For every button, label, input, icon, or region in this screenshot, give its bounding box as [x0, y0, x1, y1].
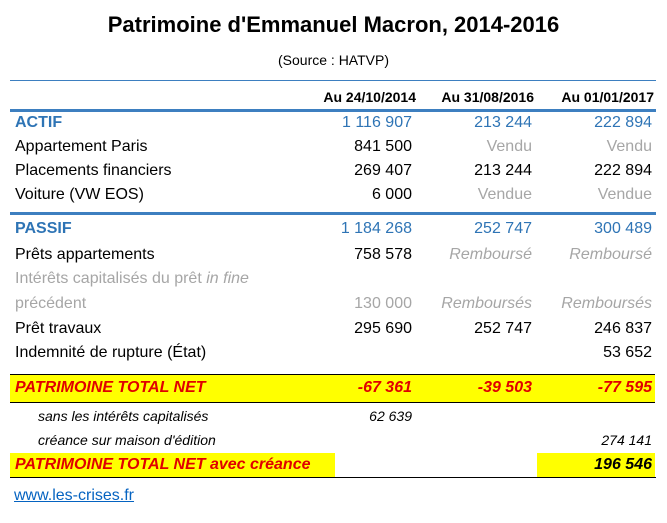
passif-rule	[10, 212, 656, 215]
cell-2014: 758 578	[354, 246, 412, 263]
row-label-line2: précédent	[15, 295, 87, 312]
label-emphasis: in fine	[206, 270, 249, 287]
passif-2016: 252 747	[474, 220, 532, 237]
passif-label: PASSIF	[15, 220, 72, 237]
table-row	[0, 317, 667, 341]
passif-2017: 300 489	[594, 220, 652, 237]
header-2017: Au 01/01/2017	[561, 89, 654, 105]
actif-2017: 222 894	[594, 114, 652, 131]
sans-interets-row	[0, 404, 667, 428]
cell-2017: Remboursé	[569, 246, 652, 263]
cell-2017: Vendue	[597, 186, 652, 203]
cell-2017: 53 652	[603, 344, 652, 361]
cell-2017: Remboursés	[561, 295, 652, 312]
cell-2017: 246 837	[594, 320, 652, 337]
total-2016: -39 503	[477, 379, 532, 396]
header-2016: Au 31/08/2016	[441, 89, 534, 105]
actif-2014: 1 116 907	[342, 114, 412, 131]
row-label: Prêts appartements	[15, 246, 155, 263]
label-text: Intérêts capitalisés du prêt	[15, 270, 207, 287]
row-label: Appartement Paris	[15, 138, 148, 155]
row-label	[15, 267, 249, 291]
page-title: Patrimoine d'Emmanuel Macron, 2014-2016	[107, 12, 560, 37]
cell-2014: 295 690	[354, 320, 412, 337]
cell-2014: 130 000	[354, 295, 412, 312]
row-label: Voiture (VW EOS)	[15, 186, 144, 203]
table-row	[0, 243, 667, 267]
cell-2014	[300, 341, 412, 365]
total-2017: -77 595	[597, 379, 652, 396]
actif-label: ACTIF	[15, 114, 63, 131]
actif-2016: 213 244	[474, 114, 532, 131]
creance-row	[0, 428, 667, 452]
cell-2016: 252 747	[474, 320, 532, 337]
cell-2016: Vendu	[486, 138, 532, 155]
cell-2016: Remboursé	[449, 246, 532, 263]
cell-2016: Remboursés	[441, 295, 532, 312]
cell-2017: 222 894	[594, 162, 652, 179]
source-link[interactable]: www.les-crises.fr	[14, 487, 135, 504]
total-2014: -67 361	[357, 379, 412, 396]
table-row	[0, 135, 667, 159]
cell-2014: 841 500	[354, 138, 412, 155]
total-creance-value: 196 546	[594, 456, 652, 473]
table-row	[0, 292, 667, 316]
table-row	[0, 183, 667, 207]
cell-2014: 269 407	[354, 162, 412, 179]
row-label: créance sur maison d'édition	[38, 432, 216, 448]
row-label: sans les intérêts capitalisés	[38, 408, 209, 424]
actif-row	[0, 111, 667, 135]
cell-2016: 213 244	[474, 162, 532, 179]
row-label: Indemnité de rupture (État)	[15, 344, 207, 361]
cell-2017: Vendu	[606, 138, 652, 155]
top-rule	[10, 80, 656, 81]
total-label: PATRIMOINE TOTAL NET	[15, 379, 206, 396]
cell-2014: 62 639	[369, 408, 412, 424]
passif-2014: 1 184 268	[340, 220, 412, 237]
source-note: (Source : HATVP)	[278, 52, 389, 68]
cell-2016: Vendue	[477, 186, 532, 203]
row-label: Prêt travaux	[15, 320, 102, 337]
table-row-line1	[0, 267, 667, 291]
total-row	[0, 376, 667, 400]
header-2014: Au 24/10/2014	[323, 89, 416, 105]
cell-2014: 6 000	[371, 186, 412, 203]
row-label: Placements financiers	[15, 162, 172, 179]
bottom-rule	[10, 477, 656, 478]
cell-2016	[418, 341, 532, 365]
table-row	[0, 159, 667, 183]
column-headers	[0, 85, 667, 109]
cell-2017: 274 141	[601, 432, 652, 448]
total-creance-label: PATRIMOINE TOTAL NET avec créance	[15, 456, 311, 473]
table-row	[0, 341, 667, 365]
total-creance-row	[0, 453, 667, 477]
passif-row	[0, 217, 667, 241]
